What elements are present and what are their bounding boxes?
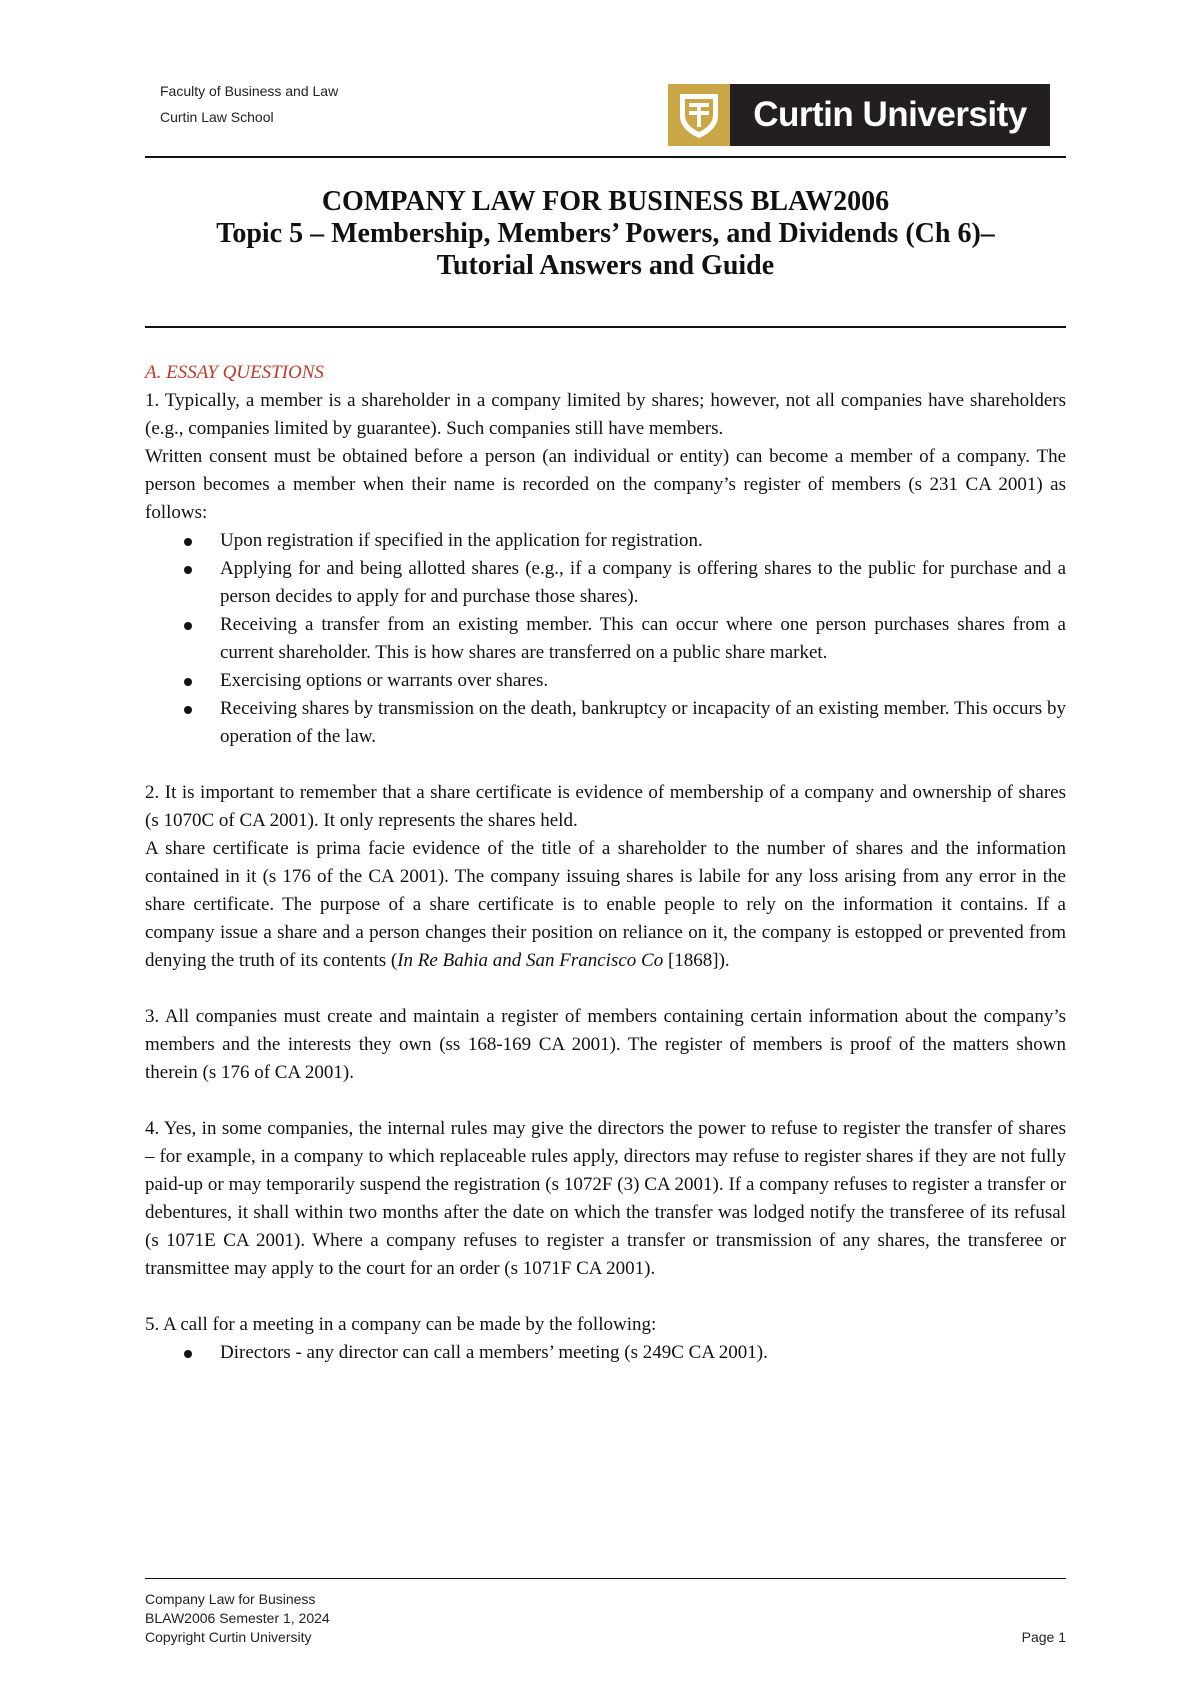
curtin-crest-icon xyxy=(668,84,730,146)
bullet-icon xyxy=(184,622,192,630)
footer-semester: BLAW2006 Semester 1, 2024 xyxy=(145,1610,330,1626)
bullet-icon xyxy=(184,706,192,714)
answer-2-body: A share certificate is prima facie evidence of the title of a shareholder to the number of shares and the information contained in it (s 176 of the CA 2001). The company issuing shares is labile for any loss arising from any error in the share certificate. The purpose of a share certificate is to enable people to rely on the information it contains. If a company issue a share and a person changes their position on reliance on it, the company is estopped or prevented from denying the truth of its contents (In Re Bahia and San Francisco Co [1868]). xyxy=(145,838,1066,971)
paragraph-gap xyxy=(145,1087,1066,1115)
bullet-icon xyxy=(184,1350,192,1358)
document-body xyxy=(145,359,1066,1367)
bullet-icon xyxy=(184,678,192,686)
list-item: Upon registration if specified in the application for registration. xyxy=(145,527,1066,555)
paragraph-gap xyxy=(145,751,1066,779)
answer-5-list xyxy=(145,1339,1066,1367)
document-footer xyxy=(145,1590,1066,1647)
title-subtitle: Tutorial Answers and Guide xyxy=(436,250,775,281)
list-item: Receiving shares by transmission on the death, bankruptcy or incapacity of an existing member. This occurs by operation of the law. xyxy=(145,695,1066,751)
list-item: Applying for and being allotted shares (e.g., if a company is offering shares to the public for purchase and a person decides to apply for and purchase those shares). xyxy=(145,555,1066,611)
list-item: Directors - any director can call a members’ meeting (s 249C CA 2001). xyxy=(145,1339,1066,1367)
school-name: Curtin Law School xyxy=(160,109,274,125)
answer-2-intro: 2. It is important to remember that a share certificate is evidence of membership of a company and ownership of shares (s 1070C of CA 2001). It only represents the shares held. xyxy=(145,782,1066,831)
page-number: Page 1 xyxy=(1021,1629,1066,1645)
list-item: Exercising options or warrants over shares. xyxy=(145,667,1066,695)
bullet-icon xyxy=(184,538,192,546)
title-course: COMPANY LAW FOR BUSINESS BLAW2006 xyxy=(321,186,890,217)
footer-divider xyxy=(145,1578,1066,1579)
bullet-icon xyxy=(184,566,192,574)
answer-1-consent: Written consent must be obtained before a person (an individual or entity) can become a member of a company. The person becomes a member when their name is recorded on the company’s register of members (s 231 CA 2001) as follows: xyxy=(145,446,1066,523)
document-header xyxy=(160,78,338,130)
answer-3: 3. All companies must create and maintain a register of members containing certain information about the company’s members and the interests they own (ss 168-169 CA 2001). The register of members is proof of the matters shown therein (s 176 of CA 2001). xyxy=(145,1006,1066,1083)
case-citation: In Re Bahia and San Francisco Co xyxy=(397,950,664,971)
answer-4: 4. Yes, in some companies, the internal rules may give the directors the power to refuse to register the transfer of shares – for example, in a company to which replaceable rules apply, directors may refuse to register shares if they are not fully paid-up or may temporarily suspend the registration (s 1072F (3) CA 2001). If a company refuses to register a transfer or debentures, it shall within two months after the date on which the transfer was lodged notify the transferee of its refusal (s 1071E CA 2001). Where a company refuses to register a transfer or transmission of any shares, the transferee or transmittee may apply to the court for an order (s 1071F CA 2001). xyxy=(145,1118,1066,1279)
title-topic: Topic 5 – Membership, Members’ Powers, and Dividends (Ch 6)– xyxy=(216,218,995,249)
curtin-logo xyxy=(668,84,1050,146)
title-divider xyxy=(145,326,1066,328)
faculty-name: Faculty of Business and Law xyxy=(160,83,339,99)
answer-5-intro: 5. A call for a meeting in a company can be made by the following: xyxy=(145,1314,657,1335)
paragraph-gap xyxy=(145,975,1066,1003)
list-item: Receiving a transfer from an existing member. This can occur where one person purchases shares from a current shareholder. This is how shares are transferred on a public share market. xyxy=(145,611,1066,667)
paragraph-gap xyxy=(145,1283,1066,1311)
answer-1-intro: 1. Typically, a member is a shareholder in a company limited by shares; however, not all companies have shareholders (e.g., companies limited by guarantee). Such companies still have members. xyxy=(145,390,1066,439)
footer-copyright: Copyright Curtin University xyxy=(145,1629,312,1645)
footer-course: Company Law for Business xyxy=(145,1591,316,1607)
logo-wordmark: Curtin University xyxy=(730,84,1050,146)
header-divider xyxy=(145,156,1066,158)
answer-1-list xyxy=(145,527,1066,751)
document-title xyxy=(145,186,1066,282)
section-heading: A. ESSAY QUESTIONS xyxy=(145,362,324,383)
